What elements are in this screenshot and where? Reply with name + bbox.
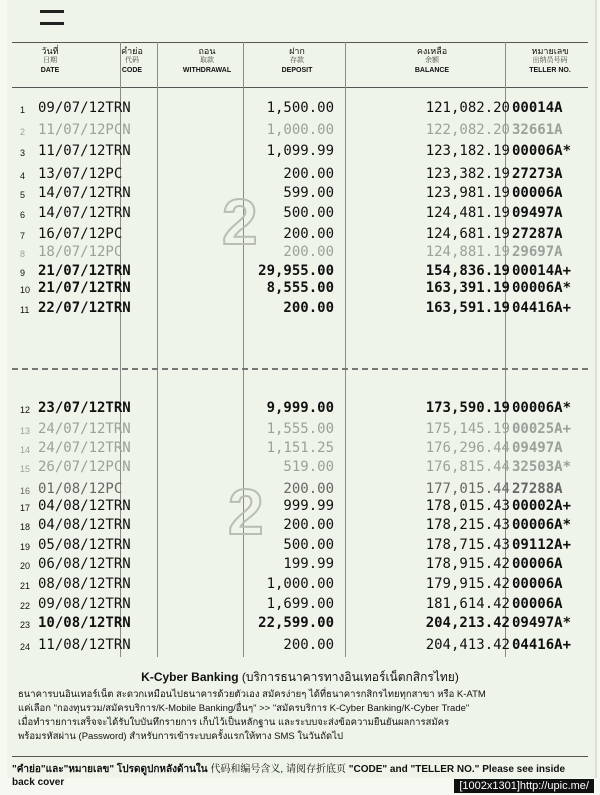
transaction-amount: 1,699.00 — [266, 596, 334, 612]
transaction-row — [12, 517, 592, 535]
teller-number: 27273A — [512, 166, 563, 182]
withdrawal-en: WITHDRAWAL — [182, 67, 232, 74]
transaction-amount: 9,999.00 — [266, 400, 334, 416]
transaction-date-code: 24/07/12TRN — [38, 421, 131, 437]
transaction-row — [12, 280, 592, 298]
row-number: 24 — [20, 642, 31, 652]
balance-value: 163,591.19 — [425, 300, 510, 316]
teller-number: 00025A+ — [512, 421, 572, 437]
transaction-date-code: 26/07/12PCN — [38, 459, 131, 475]
transaction-row — [12, 537, 592, 555]
transaction-amount: 1,099.99 — [266, 143, 334, 159]
transaction-date-code: 11/07/12TRN — [38, 143, 131, 159]
teller-number: 00006A* — [512, 400, 572, 416]
perforation-line — [12, 368, 588, 374]
transaction-row — [12, 166, 592, 184]
transaction-amount: 200.00 — [283, 166, 334, 182]
code-note-zh: 代码和编号含义, 请阅存折底页 — [210, 764, 346, 775]
row-number: 14 — [20, 445, 31, 455]
balance-value: 176,815.44 — [425, 459, 510, 475]
transaction-date-code: 09/08/12TRN — [38, 596, 131, 612]
transaction-date-code: 24/07/12TRN — [38, 440, 131, 456]
teller-en: TELLER NO. — [529, 67, 571, 74]
balance-value: 204,413.42 — [425, 637, 510, 653]
balance-value: 181,614.42 — [425, 596, 510, 612]
transaction-row — [12, 421, 592, 439]
row-number: 21 — [20, 581, 31, 591]
kcyber-banking-heading — [0, 668, 600, 687]
transaction-date-code: 22/07/12TRN — [38, 300, 131, 316]
transaction-date-code: 21/07/12TRN — [38, 280, 131, 296]
balance-header — [372, 46, 492, 76]
teller-number: 04416A+ — [512, 637, 572, 653]
transaction-amount: 599.00 — [283, 185, 334, 201]
transaction-row — [12, 100, 592, 118]
row-number: 15 — [20, 464, 31, 474]
kcb-line-3: เมื่อทำรายการเสร็จจะได้รับใบบันทึกรายการ เก็บไว้เป็นหลักฐาน และระบบจะส่งข้อความยืนยันผลการสมัคร — [18, 717, 450, 728]
image-stamp: [1002x1301]http://upic.me/ — [454, 779, 594, 793]
date-en: DATE — [40, 67, 60, 74]
kcb-line-4: พร้อมรหัสผ่าน (Password) สำหรับการเข้าระบบครั้งแรกให้ทาง SMS ในวันถัดไป — [18, 731, 344, 742]
transaction-amount: 1,000.00 — [266, 122, 334, 138]
balance-value: 177,015.44 — [425, 481, 510, 497]
transaction-date-code: 11/07/12PCN — [38, 122, 131, 138]
teller-number: 00006A* — [512, 280, 572, 296]
page-marker-watermark-lower: 2 — [228, 476, 264, 548]
transaction-date-code: 04/08/12TRN — [38, 517, 131, 533]
transaction-amount: 519.00 — [283, 459, 334, 475]
transaction-date-code: 21/07/12TRN — [38, 263, 131, 279]
row-number: 10 — [20, 285, 31, 295]
transaction-amount: 1,151.25 — [266, 440, 334, 456]
deposit-en: DEPOSIT — [281, 67, 313, 74]
code-header — [112, 46, 152, 76]
transaction-row — [12, 400, 592, 418]
deposit-zh: 存款 — [290, 57, 304, 64]
teller-zh: 出纳员号码 — [532, 57, 568, 64]
kcb-title: K-Cyber Banking — [141, 670, 239, 684]
kcb-subtitle: (บริการธนาคารทางอินเทอร์เน็ตกสิกรไทย) — [241, 670, 459, 684]
transaction-amount: 200.00 — [283, 300, 334, 316]
transaction-row — [12, 637, 592, 655]
transaction-amount: 200.00 — [283, 226, 334, 242]
balance-en: BALANCE — [414, 67, 450, 74]
kcb-line-2: แค่เลือก "กองทุนรวม/สมัครบริการ/K-Mobile Banking/อื่นๆ" >> "สมัครบริการ K-Cyber Banking/K-Cyber Trade" — [18, 703, 470, 714]
transaction-amount: 200.00 — [283, 637, 334, 653]
balance-value: 121,082.20 — [425, 100, 510, 116]
deposit-header — [252, 46, 342, 76]
balance-value: 178,215.43 — [425, 517, 510, 533]
transaction-date-code: 23/07/12TRN — [38, 400, 131, 416]
balance-value: 124,881.19 — [425, 244, 510, 260]
teller-number: 27288A — [512, 481, 563, 497]
row-number: 4 — [20, 171, 26, 181]
balance-value: 176,296.44 — [425, 440, 510, 456]
transaction-row — [12, 205, 592, 223]
menu-icon[interactable] — [40, 10, 64, 34]
transaction-date-code: 13/07/12PC — [38, 166, 123, 182]
transaction-row — [12, 300, 592, 318]
teller-number: 09497A — [512, 205, 563, 221]
code-en: CODE — [121, 67, 143, 74]
transaction-date-code: 08/08/12TRN — [38, 576, 131, 592]
transaction-date-code: 18/07/12PC — [38, 244, 123, 260]
teller-number: 29697A — [512, 244, 563, 260]
kcb-description — [18, 688, 586, 744]
transaction-amount: 22,599.00 — [258, 615, 334, 631]
teller-number: 09497A* — [512, 615, 572, 631]
teller-number: 04416A+ — [512, 300, 572, 316]
teller-number: 00006A* — [512, 517, 572, 533]
transaction-row — [12, 122, 592, 140]
code-note-th: "คำย่อ"และ"หมายเลข" โปรดดูปกหลังด้านใน — [12, 764, 208, 775]
transaction-amount: 200.00 — [283, 244, 334, 260]
transaction-row — [12, 498, 592, 516]
transaction-amount: 999.99 — [283, 498, 334, 514]
row-number: 18 — [20, 522, 31, 532]
balance-value: 175,145.19 — [425, 421, 510, 437]
row-number: 16 — [20, 486, 31, 496]
transaction-date-code: 11/08/12TRN — [38, 637, 131, 653]
row-number: 23 — [20, 620, 31, 630]
transaction-row — [12, 576, 592, 594]
row-number: 1 — [20, 105, 26, 115]
kcb-line-1: ธนาคารบนอินเทอร์เน็ต สะดวกเหมือนไปธนาคารด้วยตัวเอง สมัครง่ายๆ ได้ที่ธนาคารกสิกรไทยทุกสาขา หรือ K-ATM — [18, 689, 486, 700]
code-zh: 代码 — [125, 57, 139, 64]
transaction-row — [12, 440, 592, 458]
teller-th: หมายเลข — [531, 46, 569, 56]
balance-value: 123,382.19 — [425, 166, 510, 182]
transaction-row — [12, 615, 592, 633]
date-zh: 日期 — [43, 57, 57, 64]
balance-value: 124,681.19 — [425, 226, 510, 242]
transaction-amount: 1,555.00 — [266, 421, 334, 437]
transaction-row — [12, 459, 592, 477]
transaction-amount: 500.00 — [283, 205, 334, 221]
teller-number: 00006A — [512, 556, 563, 572]
teller-number: 32503A* — [512, 459, 572, 475]
row-number: 7 — [20, 231, 26, 241]
balance-value: 204,213.42 — [425, 615, 510, 631]
transaction-date-code: 10/08/12TRN — [38, 615, 131, 631]
date-th: วันที่ — [41, 46, 59, 56]
transaction-amount: 200.00 — [283, 517, 334, 533]
transaction-row — [12, 143, 592, 161]
balance-value: 178,715.43 — [425, 537, 510, 553]
transaction-amount: 200.00 — [283, 481, 334, 497]
teller-number: 32661A — [512, 122, 563, 138]
transaction-row — [12, 185, 592, 203]
deposit-th: ฝาก — [289, 46, 305, 56]
row-number: 11 — [20, 305, 30, 315]
balance-value: 122,082.20 — [425, 122, 510, 138]
withdrawal-zh: 取款 — [200, 57, 214, 64]
balance-value: 179,915.42 — [425, 576, 510, 592]
withdrawal-header — [162, 46, 252, 76]
transaction-row — [12, 244, 592, 262]
transaction-row — [12, 263, 592, 281]
row-number: 5 — [20, 190, 26, 200]
date-header — [20, 46, 80, 76]
transaction-amount: 8,555.00 — [266, 280, 334, 296]
balance-value: 163,391.19 — [425, 280, 510, 296]
code-th: คำย่อ — [121, 46, 143, 56]
balance-value: 123,981.19 — [425, 185, 510, 201]
teller-number: 27287A — [512, 226, 563, 242]
teller-number: 00006A — [512, 596, 563, 612]
balance-zh: 余额 — [425, 57, 439, 64]
row-number: 13 — [20, 426, 31, 436]
teller-number: 09497A — [512, 440, 563, 456]
row-number: 8 — [20, 249, 26, 259]
transaction-amount: 199.99 — [283, 556, 334, 572]
transaction-row — [12, 596, 592, 614]
teller-header — [510, 46, 590, 76]
balance-value: 178,015.43 — [425, 498, 510, 514]
table-header — [12, 42, 588, 88]
transaction-date-code: 09/07/12TRN — [38, 100, 131, 116]
teller-number: 09112A+ — [512, 537, 572, 553]
balance-value: 173,590.19 — [425, 400, 510, 416]
transaction-date-code: 14/07/12TRN — [38, 185, 131, 201]
teller-number: 00014A — [512, 100, 563, 116]
transaction-row — [12, 556, 592, 574]
teller-number: 00002A+ — [512, 498, 572, 514]
balance-value: 124,481.19 — [425, 205, 510, 221]
row-number: 3 — [20, 148, 26, 158]
row-number: 17 — [20, 503, 31, 513]
teller-number: 00006A — [512, 576, 563, 592]
row-number: 22 — [20, 601, 31, 611]
balance-value: 178,915.42 — [425, 556, 510, 572]
transaction-amount: 1,500.00 — [266, 100, 334, 116]
teller-number: 00014A+ — [512, 263, 572, 279]
transaction-row — [12, 481, 592, 499]
transaction-date-code: 14/07/12TRN — [38, 205, 131, 221]
transaction-amount: 1,000.00 — [266, 576, 334, 592]
transaction-amount: 500.00 — [283, 537, 334, 553]
row-number: 9 — [20, 268, 26, 278]
transaction-amount: 29,955.00 — [258, 263, 334, 279]
row-number: 19 — [20, 542, 31, 552]
withdrawal-th: ถอน — [198, 46, 216, 56]
teller-number: 00006A — [512, 185, 563, 201]
transaction-date-code: 06/08/12TRN — [38, 556, 131, 572]
transaction-date-code: 01/08/12PC — [38, 481, 123, 497]
balance-value: 154,836.19 — [425, 263, 510, 279]
row-number: 12 — [20, 405, 31, 415]
transaction-date-code: 04/08/12TRN — [38, 498, 131, 514]
page-marker-watermark: 2 — [222, 186, 258, 258]
row-number: 20 — [20, 561, 31, 571]
row-number: 2 — [20, 127, 26, 137]
transaction-row — [12, 226, 592, 244]
balance-th: คงเหลือ — [416, 46, 448, 56]
teller-number: 00006A* — [512, 143, 572, 159]
transaction-date-code: 16/07/12PC — [38, 226, 123, 242]
transaction-date-code: 05/08/12TRN — [38, 537, 131, 553]
code-note-en: "CODE" and "TELLER NO." Please see inside back cover — [12, 764, 566, 788]
balance-value: 123,182.19 — [425, 143, 510, 159]
row-number: 6 — [20, 210, 26, 220]
